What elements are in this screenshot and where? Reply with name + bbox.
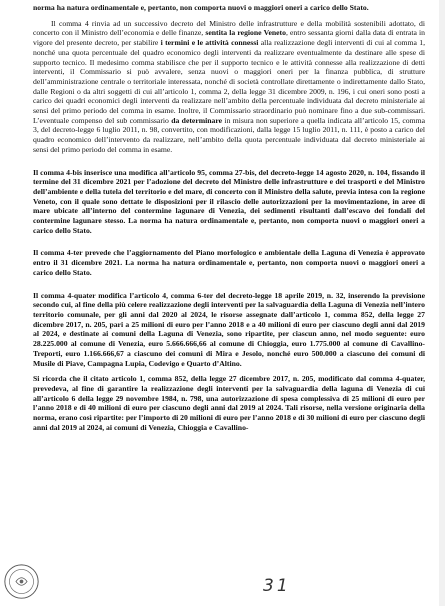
paragraph-comma-4-bis: Il comma 4-bis inserisce una modifica all’articolo 95, comma 27-bis, del decreto-legge 14 agosto 2020, n. 104, fissando il termine del 31 dicembre 2021 per l’adozione del decreto del Ministro delle infrastrutture e dei trasporti e del Ministro dell’ambiente e della tutela del territorio e del mare, di concerto con il Ministro della salute, previa intesa con la regione Veneto, con il quale sono dettate le disposizioni per il rilascio delle autorizzazioni per la movimentazione, in aree di mare ubicate all’interno del conterminе lagunare di Venezia, dei sedimenti risultanti dall’escavo dei fondali del conterminе lagunare stesso. La norma ha natura ordinamentale e, pertanto, non comporta nuovi o maggiori oneri a carico dello Stato. — [33, 167, 425, 235]
paragraph-comma-4-ter: Il comma 4-ter prevede che l’aggiornamento del Piano morfologico e ambientale della Laguna di Venezia è approvato entro il 31 dicembre 2021. La norma ha natura ordinamentale e, pertanto, non comporta nuovi o maggiori oneri a carico dello Stato. — [33, 248, 425, 277]
intro-line: norma ha natura ordinamentale e, pertanto, non comporta nuovi o maggiori oneri a carico dello Stato. — [33, 3, 369, 12]
page-number: 31 — [263, 576, 291, 596]
official-seal-stamp-icon — [3, 563, 40, 600]
document-body — [33, 3, 425, 438]
page-edge-shadow — [439, 0, 445, 606]
paragraph-comma-4-quater: Il comma 4-quater modifica l’articolo 4, comma 6-ter del decreto-legge 18 aprile 2019, n. 32, inserendo la previsione secondo cui, al fine della più celere realizzazione degli interventi per la salvaguardia della Laguna di Venezia nell’intero territorio comunale, per gli anni dal 2020 al 2024, le risorse assegnate dall’articolo 1, comma 852, della legge 27 dicembre 2017, n. 205, pari a 25 milioni di euro per l’anno 2018 e a 40 milioni di euro per ciascuno degli anni dal 2019 al 2024, e destinate ai comuni della Laguna di Venezia, sono ripartite, per ciascun anno, nel modo seguente: euro 28.225.000 al comune di Venezia, euro 5.666.666,66 al comune di Chioggia, euro 1.775.000 al comune di Cavallino-Treporti, euro 1.166.666,67 a ciascuno dei comuni di Mira e Jesolo, nonché euro 500.000 a ciascuno dei comuni di Musile di Piave, Campagna Lupia, Codevigo e Quarto d’Altino. — [33, 290, 425, 368]
paragraph-comma-4: Il comma 4 rinvia ad un successivo decreto del Ministro delle infrastrutture e della mobilità sostenibili adottato, di concerto con il Ministro dell’economia e delle finanze, sentita la regione Veneto, entro sessanta giorni dalla data di entrata in vigore del presente decreto, per stabilire i termini e le attività connessi alla realizzazione degli interventi di cui al comma 1, nonché una quota percentuale del quadro economico degli interventi da realizzare eventualmente da destinare alle spese di supporto tecnico. Il medesimo comma stabilisce che per il supporto tecnico e le attività connesse alla realizzazione di detti interventi, il Commissario si può avvalere, senza nuovi o maggiori oneri per la finanza pubblica, di strutture dell’amministrazione centrale o territoriale interessata, nonché di società controllate direttamente o indirettamente dallo Stato, dalle Regioni o da altri soggetti di cui all’articolo 1, comma 2, della legge 31 dicembre 2009, n. 196, i cui oneri sono posti a carico dei quadri economici degli interventi da realizzare nell’ambito della percentuale individuata dal decreto ministeriale ai sensi del primo periodo del comma in esame. Inoltre, il Commissario straordinario può nominare fino a due sub-commissari. L’eventuale compenso del sub commissario da determinare in misura non superiore a quella indicata all’articolo 15, comma 3, del decreto-legge 6 luglio 2011, n. 98, convertito, con modificazioni, dalla legge 15 luglio 2011, n. 111, è posto a carico del quadro economico dell’intervento da realizzare, nell’ambito della quota percentuale individuata dal decreto ministeriale ai sensi del primo periodo del comma in esame. — [33, 18, 425, 154]
paragraph-ricorda: Si ricorda che il citato articolo 1, comma 852, della legge 27 dicembre 2017, n. 205, modificato dal comma 4-quater, prevedeva, al fine di garantire la realizzazione degli interventi per la salvaguardia della laguna di Venezia di cui all’articolo 6 della legge 29 novembre 1984, n. 798, una autorizzazione di spesa complessiva di 25 milioni di euro per l’anno 2018 e di 40 milioni di euro per ciascuno degli anni dal 2019 al 2024. Tali risorse, nella versione originaria della norma, erano così ripartite: per l’importo di 20 milioni di euro per l’anno 2018 e di 30 milioni di euro per ciascuno degli anni dal 2019 al 2024, ai comuni di Venezia, Chioggia e Cavallino- — [33, 374, 425, 432]
